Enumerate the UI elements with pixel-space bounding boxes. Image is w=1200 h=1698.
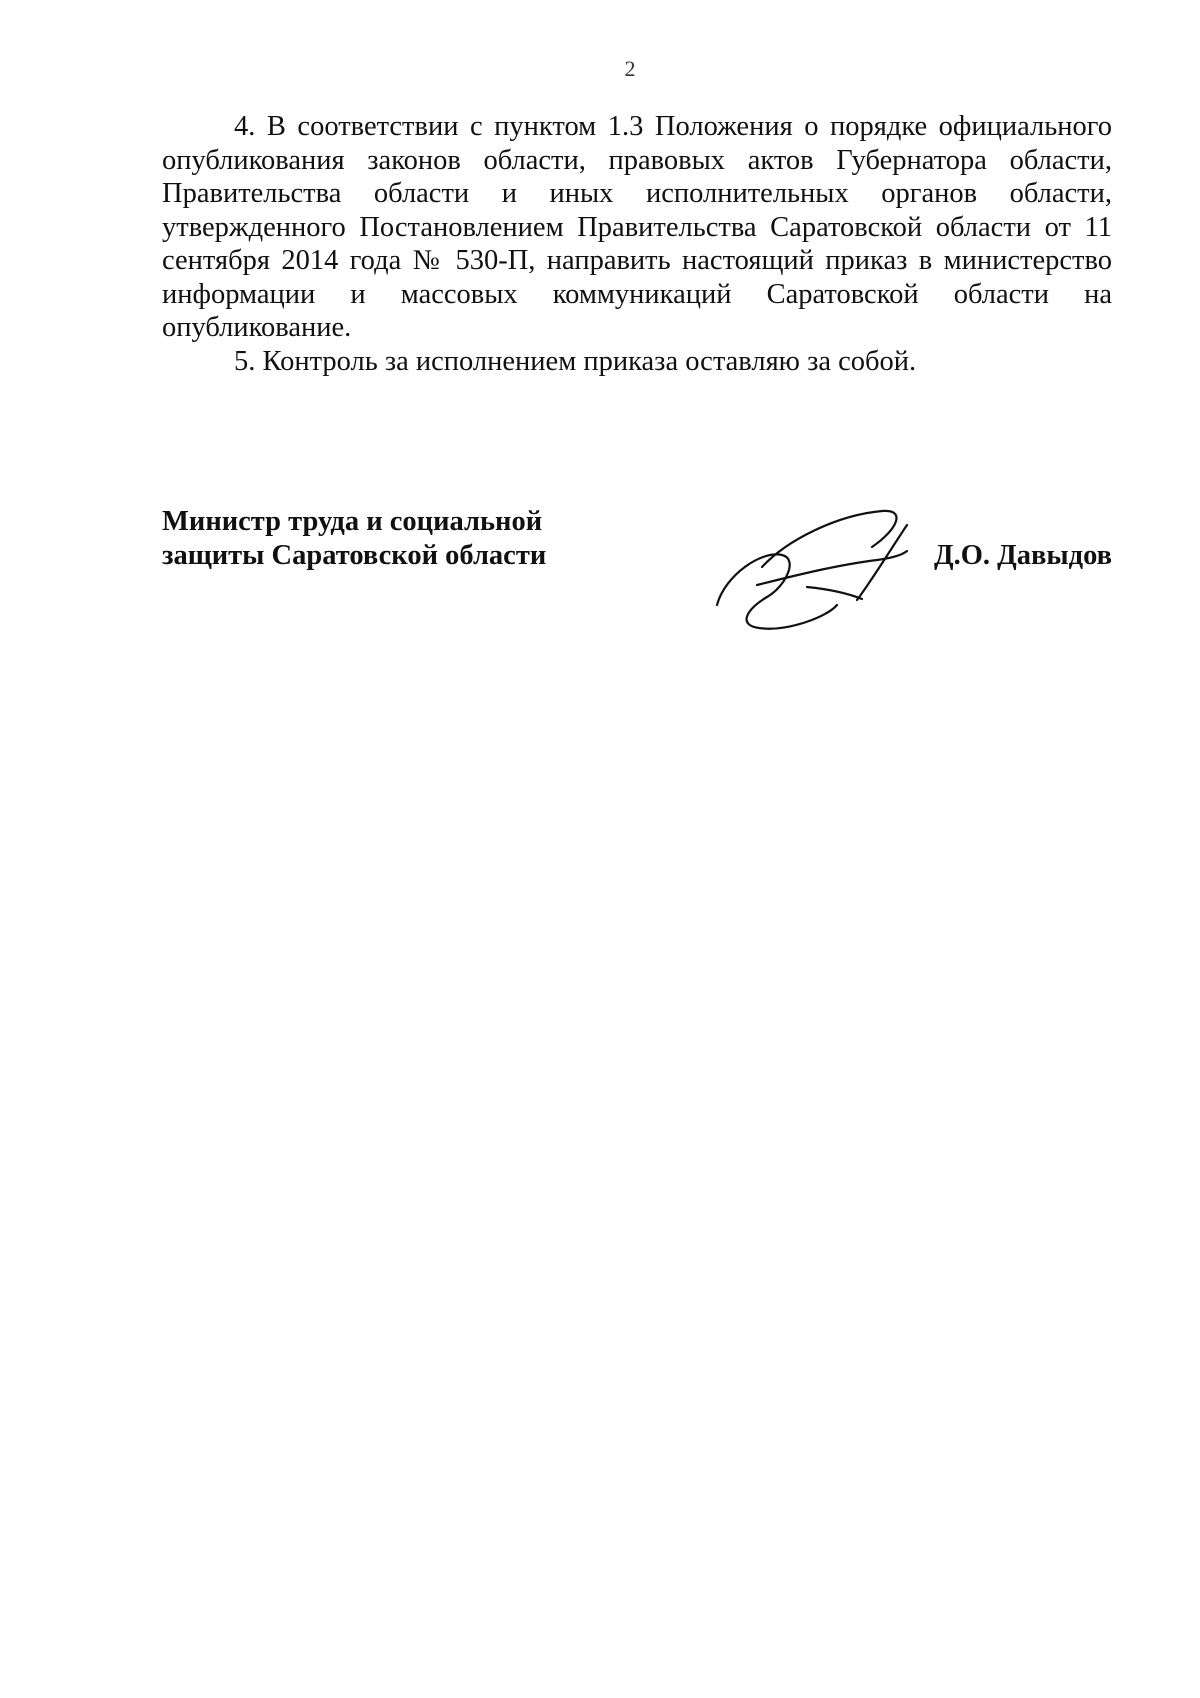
handwritten-signature-icon [707,505,927,635]
signatory-name: Д.О. Давыдов [934,540,1112,571]
paragraph-5: 5. Контроль за исполнением приказа оставляю за собой. [234,345,917,377]
signatory-title-line-2: защиты Саратовской области [162,540,547,571]
signature-block [162,505,1112,635]
signatory-title [162,505,546,573]
page-number: 2 [624,56,636,81]
signatory-title-line-1: Министр труда и социальной [162,506,543,537]
paragraph-4: 4. В соответствии с пунктом 1.3 Положения о порядке официального опубликования законов области, правовых актов Губернатора области, Правительства области и иных исполнительных органов области, утвержденного Постановлением Правительства Саратовской области от 11 сентября 2014 года № 530-П, направить настоящий приказ в министерство информации и массовых коммуникаций Саратовской области на опубликование. [162,111,1112,343]
document-body [162,110,1112,378]
